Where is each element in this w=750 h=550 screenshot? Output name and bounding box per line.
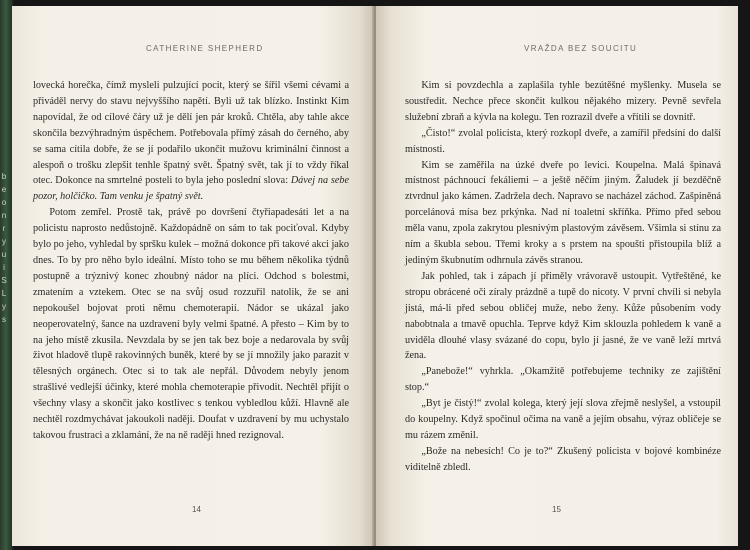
- edge-letter: S: [1, 276, 7, 285]
- right-paragraph-1: Kim si povzdechla a zaplašila tyhle bezútěšné myšlenky. Musela se soustředit. Nechce přece skončit kulkou nějakého mizery. Pevně sevřela služební zbraň a kývla na kolegu. Ten rozrazil dveře a vřítili se dovnitř.: [405, 80, 721, 123]
- adjacent-page-edge: [0, 170, 8, 370]
- edge-letter: b: [1, 172, 7, 181]
- left-running-head: CATHERINE SHEPHERD: [146, 44, 264, 53]
- edge-letter: n: [1, 211, 7, 220]
- right-paragraph-6: „Byt je čistý!“ zvolal kolega, který její slova zřejmě neslyšel, a vstoupil do koupelny. Když spočinul očima na vaně a jejím obsahu, výraz obličeje se mu rázem změnil.: [405, 398, 721, 441]
- right-paragraph-4: Jak pohled, tak i zápach jí přiměly vrávoravě ustoupit. Vytřeštěné, ke stropu obrácené oči zíraly prázdně a tupě do nicoty. V první chvíli si nebyla jistá, má-li před sebou obličej muže, nebo ženy. Kůže působením vody nabobtnala a tmavě opuchla. Teprve když Kim sklouzla pohledem k vaně a uviděla dlouhé vlasy svázané do copu, bylo jí jasné, že ve vaně leží mrtvá žena.: [405, 270, 721, 362]
- edge-letter: r: [2, 224, 6, 233]
- edge-letter: y: [2, 237, 6, 246]
- right-running-head: VRAŽDA BEZ SOUCITU: [524, 44, 638, 53]
- right-page-number: 15: [552, 505, 561, 514]
- left-paragraph-1: [33, 78, 349, 205]
- edge-letter: i: [3, 263, 5, 272]
- left-page-text: [33, 78, 349, 444]
- right-page-text: [405, 78, 721, 476]
- right-paragraph-5: „Panebože!“ vyhrkla. „Okamžitě potřebujeme techniky ze zajištění stop.“: [405, 366, 721, 394]
- right-paragraph-3: Kim se zaměřila na úzké dveře po levici. Koupelna. Malá špinavá místnost páchnoucí fekáliemi – a ještě něčím jiným. Žaludek jí bezděčně ztvrdnul jako kámen. Zadržela dech. Napravo se nacházel záchod. Zašpiněná porcelánová mísa bez prkýnka. Nad ní toaletní skříňka. Přímo před sebou měla vanu, zpola zakrytou plesnivým plastovým závěsem. Všimla si stínu za ním a škubla sebou. Třemi kroky a s prstem na spoušti přistoupila blíž a jediným škubnutím odhrnula závěs stranou.: [405, 159, 721, 266]
- edge-letter: s: [2, 315, 6, 324]
- right-page: [376, 6, 738, 546]
- left-paragraph-2: Potom zemřel. Prostě tak, právě po dovršení čtyřiapadesáti let a na policistu naprosto nedůstojně. Každopádně on sám to tak pociťoval. Kdyby bylo po jeho, vyhledal by spršku kulek – možná dokonce při takové akci jako dnes. To by pro něho bylo ideální. Místo toho se mu během několika týdnů postupně a trýznivý konec zhoubný nádor na plíci. Odchod s bolestmi, zmatením a vztekem. Otec se na svůj osud rozzuřil natolik, že se ani nepokoušel bojovat proti němu chemoterapií. Nádor se ukázal jako neoperovatelný, šance na uzdravení byly velmi špatné. A přesto – Kim by to na jeho místě zkusila. Nevzdala by se jen tak bez boje a nedarovala by svůj život hladově tlupě rakovinných buněk, které by se jí množily jako parazit v tělesných orgánech. Otec si to tak ale nepřál. Důvodem nebyly jenom strašlivé vedlejší účinky, které mohla chemoterapie přivodit. Nechtěl přijít o všechny vlasy a skončit jako kostlivec s tenkou vybledlou kůží. Hlavně ale nechtěl rozdmychávat jakoukoli naději. Doufat v uzdravení by mu uchystalo takovou frustraci a zklamání, že na ně raději hned rezignoval.: [33, 207, 349, 441]
- left-page: [12, 6, 374, 546]
- right-paragraph-2: „Čisto!“ zvolal policista, který rozkopl dveře, a zamířil předsíní do další místnosti.: [405, 127, 721, 155]
- left-paragraph-1-text: lovecká horečka, čímž mysleli pulzující pocit, který se šířil všemi cévami a přiváděl nervy do stavu nejvyššího napětí. Byli už tak blízko. Instinkt Kim napovídal, že od cílové čáry už je dělí jen pár kroků. Chtěla, aby tahle akce skončila bezvýhradným úspěchem. Potřebovala přímý zásah do černého, aby se sama cítila dobře, že se jí podařilo ukončit mužovu kriminální činnost a alespoň o trošku zlepšit tenhle špatný svět. Špatný svět, tak jí to vždy říkal otec. Dokonce na smrtelné posteli to byla jeho poslední slova:: [33, 80, 349, 187]
- left-page-number: 14: [192, 505, 201, 514]
- right-paragraph-7: „Bože na nebesích! Co je to?“ Zkušený policista v bojové kombinéze viditelně zbledl.: [405, 445, 721, 473]
- edge-letter: o: [1, 198, 7, 207]
- edge-letter: e: [1, 185, 7, 194]
- edge-letter: y: [2, 302, 6, 311]
- edge-letter: u: [1, 250, 7, 259]
- left-paragraph-1-italic: Dávej na sebe pozor, holčičko. Tam venku je špatný svět.: [33, 175, 349, 203]
- edge-letter: L: [1, 289, 7, 298]
